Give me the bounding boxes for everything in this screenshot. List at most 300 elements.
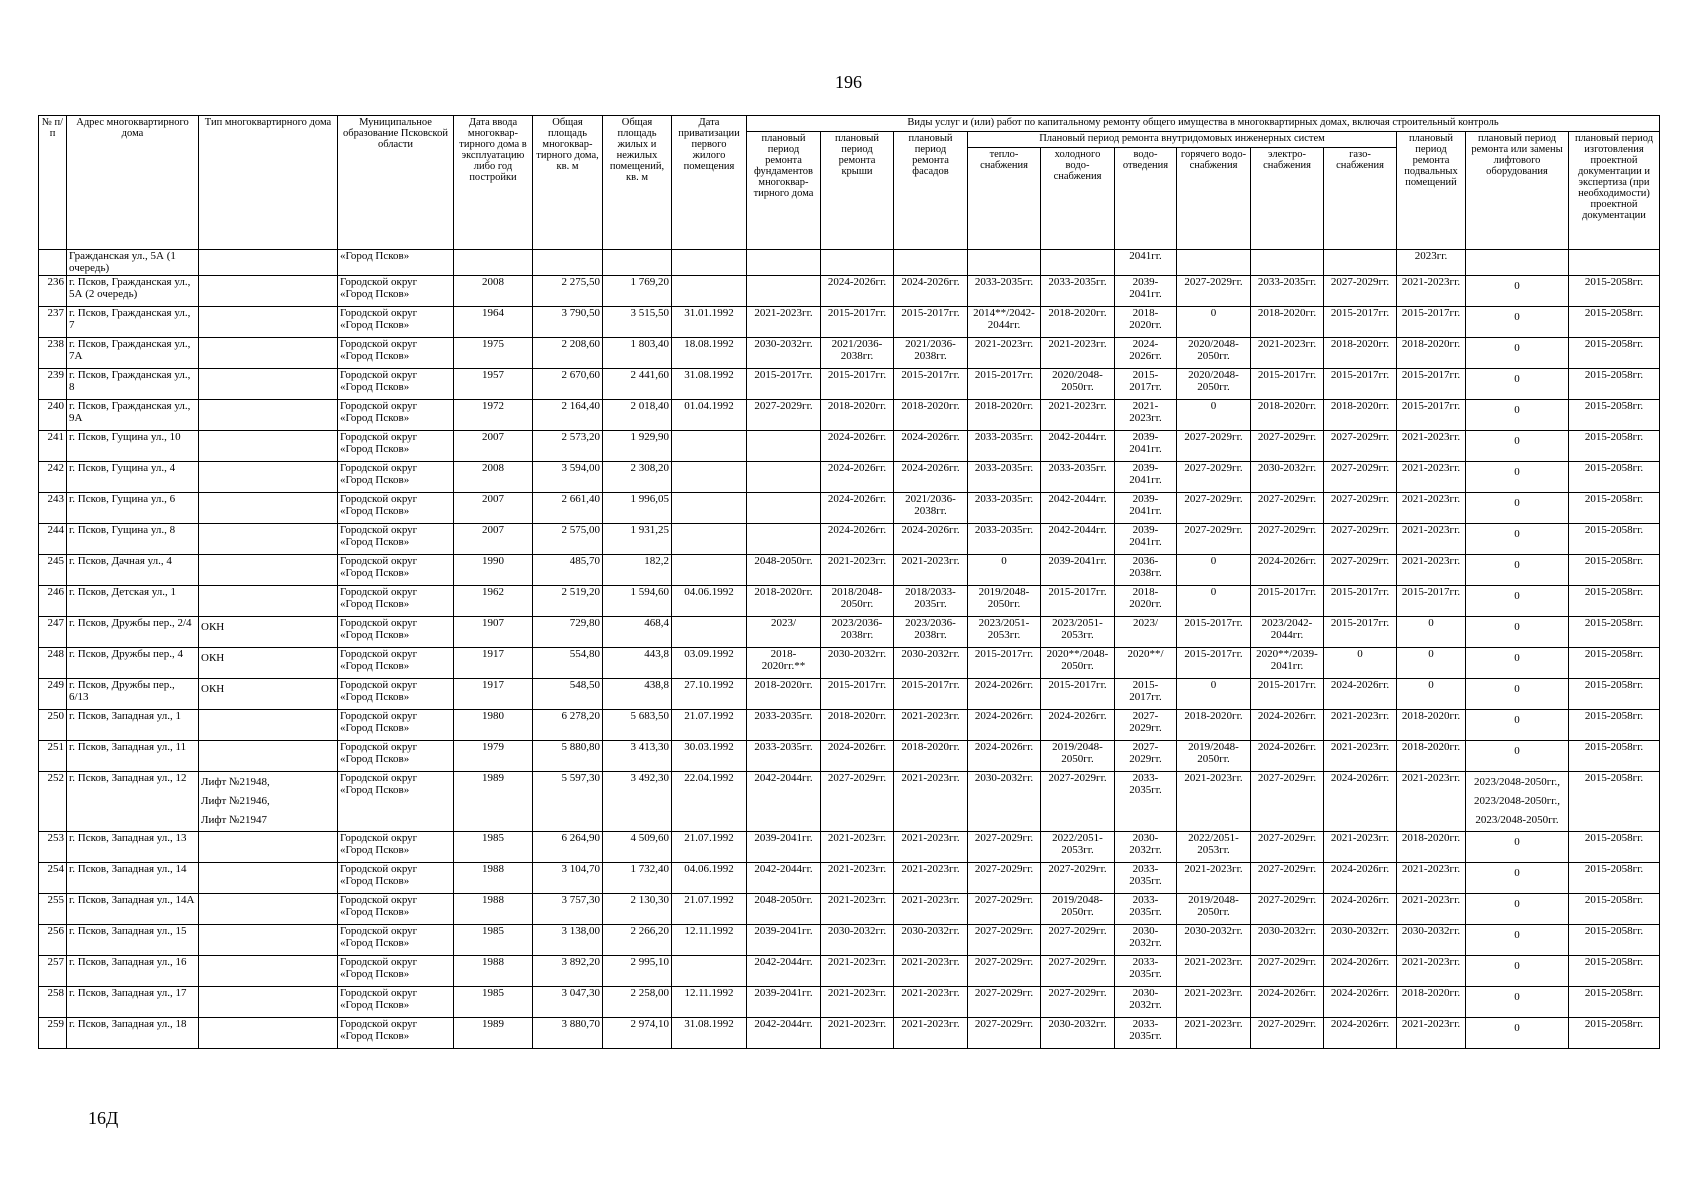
cell-privatization-date — [672, 276, 747, 307]
cell-elevator-period — [1466, 431, 1569, 462]
cell-heat-period: 2033-2035гг. — [968, 462, 1041, 493]
cell-basement-period: 2018-2020гг. — [1397, 338, 1466, 369]
cell-commission-year: 1975 — [454, 338, 533, 369]
cell-address: г. Псков, Гражданская ул., 5А (2 очередь) — [67, 276, 199, 307]
cell-total-area: 2 164,40 — [533, 400, 603, 431]
cell-living-area: 1 931,25 — [603, 524, 672, 555]
cell-row-number: 257 — [39, 956, 67, 987]
header-cold-water: холодного водо-снабжения — [1041, 148, 1115, 250]
cell-basement-period: 2021-2023гг. — [1397, 493, 1466, 524]
cell-foundation-period: 2033-2035гг. — [747, 710, 821, 741]
cell-design-period: 2015-2058гг. — [1569, 648, 1660, 679]
cell-hot-water-period: 2030-2032гг. — [1177, 925, 1251, 956]
cell-total-area: 3 880,70 — [533, 1018, 603, 1049]
cell-heat-period: 2024-2026гг. — [968, 741, 1041, 772]
cell-design-period: 2015-2058гг. — [1569, 555, 1660, 586]
cell-house-type — [199, 369, 338, 400]
cell-living-area: 438,8 — [603, 679, 672, 710]
cell-basement-period: 0 — [1397, 679, 1466, 710]
cell-privatization-date: 21.07.1992 — [672, 832, 747, 863]
cell-foundation-period — [747, 431, 821, 462]
cell-drainage-period: 2033-2035гг. — [1115, 772, 1177, 832]
cell-basement-period: 2021-2023гг. — [1397, 772, 1466, 832]
cell-municipality: Городской округ «Город Псков» — [338, 863, 454, 894]
cell-drainage-period: 2033-2035гг. — [1115, 956, 1177, 987]
cell-design-period: 2015-2058гг. — [1569, 710, 1660, 741]
cell-roof-period: 2024-2026гг. — [821, 462, 894, 493]
cell-living-area: 1 803,40 — [603, 338, 672, 369]
cell-row-number: 249 — [39, 679, 67, 710]
cell-total-area: 2 208,60 — [533, 338, 603, 369]
table-row — [39, 524, 1660, 555]
cell-electric-period: 2018-2020гг. — [1251, 307, 1324, 338]
cell-roof-period: 2021-2023гг. — [821, 832, 894, 863]
cell-elevator-period — [1466, 772, 1569, 832]
cell-address: г. Псков, Западная ул., 16 — [67, 956, 199, 987]
cell-heat-period: 2027-2029гг. — [968, 1018, 1041, 1049]
cell-hot-water-period: 2021-2023гг. — [1177, 772, 1251, 832]
cell-hot-water-period: 2027-2029гг. — [1177, 524, 1251, 555]
cell-living-area: 2 995,10 — [603, 956, 672, 987]
cell-hot-water-period: 2019/2048-2050гг. — [1177, 741, 1251, 772]
cell-house-type — [199, 524, 338, 555]
cell-roof-period: 2015-2017гг. — [821, 307, 894, 338]
cell-design-period: 2015-2058гг. — [1569, 493, 1660, 524]
cell-foundation-period: 2015-2017гг. — [747, 369, 821, 400]
cell-heat-period: 2033-2035гг. — [968, 524, 1041, 555]
cell-hot-water-period: 2021-2023гг. — [1177, 863, 1251, 894]
table-row — [39, 400, 1660, 431]
cell-total-area: 6 264,90 — [533, 832, 603, 863]
cell-elevator-period — [1466, 555, 1569, 586]
cell-basement-period: 2023гг. — [1397, 250, 1466, 276]
footer-code: 16Д — [88, 1108, 119, 1128]
table-row — [39, 925, 1660, 956]
cell-drainage-period: 2027-2029гг. — [1115, 710, 1177, 741]
cell-privatization-date: 12.11.1992 — [672, 925, 747, 956]
cell-living-area: 2 308,20 — [603, 462, 672, 493]
cell-house-type — [199, 462, 338, 493]
cell-foundation-period — [747, 493, 821, 524]
cell-line: 0 — [1514, 435, 1520, 448]
cell-row-number: 246 — [39, 586, 67, 617]
cell-gas-period: 2027-2029гг. — [1324, 555, 1397, 586]
cell-row-number: 238 — [39, 338, 67, 369]
cell-total-area: 2 661,40 — [533, 493, 603, 524]
cell-commission-year — [454, 250, 533, 276]
cell-foundation-period: 2023/ — [747, 617, 821, 648]
cell-line: 0 — [1514, 652, 1520, 665]
cell-facade-period: 2021-2023гг. — [894, 555, 968, 586]
cell-total-area: 2 573,20 — [533, 431, 603, 462]
cell-address: г. Псков, Гражданская ул., 8 — [67, 369, 199, 400]
cell-basement-period: 2018-2020гг. — [1397, 832, 1466, 863]
cell-elevator-period — [1466, 250, 1569, 276]
cell-house-type — [199, 338, 338, 369]
cell-row-number: 239 — [39, 369, 67, 400]
cell-privatization-date: 21.07.1992 — [672, 894, 747, 925]
cell-elevator-period — [1466, 710, 1569, 741]
cell-facade-period: 2024-2026гг. — [894, 431, 968, 462]
cell-cold-water-period: 2024-2026гг. — [1041, 710, 1115, 741]
cell-privatization-date: 01.04.1992 — [672, 400, 747, 431]
cell-commission-year: 1917 — [454, 679, 533, 710]
cell-living-area: 3 492,30 — [603, 772, 672, 832]
cell-basement-period: 2018-2020гг. — [1397, 710, 1466, 741]
header-systems-group: Плановый период ремонта внутридомовых инженерных систем — [968, 132, 1397, 148]
cell-total-area: 3 104,70 — [533, 863, 603, 894]
cell-cold-water-period: 2027-2029гг. — [1041, 925, 1115, 956]
cell-gas-period: 2024-2026гг. — [1324, 987, 1397, 1018]
cell-line: 0 — [1514, 373, 1520, 386]
cell-design-period: 2015-2058гг. — [1569, 741, 1660, 772]
cell-line: Лифт №21948, — [201, 776, 270, 789]
cell-living-area: 3 413,30 — [603, 741, 672, 772]
cell-roof-period: 2018-2020гг. — [821, 400, 894, 431]
cell-line: 0 — [1514, 929, 1520, 942]
header-gas: газо-снабжения — [1324, 148, 1397, 250]
cell-address: г. Псков, Западная ул., 18 — [67, 1018, 199, 1049]
cell-privatization-date: 31.08.1992 — [672, 1018, 747, 1049]
cell-facade-period: 2021-2023гг. — [894, 956, 968, 987]
cell-total-area: 3 138,00 — [533, 925, 603, 956]
cell-privatization-date: 27.10.1992 — [672, 679, 747, 710]
cell-municipality: Городской округ «Город Псков» — [338, 894, 454, 925]
cell-design-period: 2015-2058гг. — [1569, 524, 1660, 555]
cell-drainage-period: 2027-2029гг. — [1115, 741, 1177, 772]
cell-row-number — [39, 250, 67, 276]
cell-basement-period: 2021-2023гг. — [1397, 956, 1466, 987]
cell-facade-period: 2021-2023гг. — [894, 987, 968, 1018]
cell-total-area — [533, 250, 603, 276]
cell-municipality: Городской округ «Город Псков» — [338, 369, 454, 400]
cell-line: 0 — [1514, 311, 1520, 324]
cell-cold-water-period: 2042-2044гг. — [1041, 493, 1115, 524]
cell-cold-water-period: 2020**/2048-2050гг. — [1041, 648, 1115, 679]
cell-roof-period: 2015-2017гг. — [821, 369, 894, 400]
cell-gas-period: 2021-2023гг. — [1324, 832, 1397, 863]
header-design: плановый период изготовления проектной документации и экспертиза (при необходимости) проектной документации — [1569, 132, 1660, 250]
cell-total-area: 3 047,30 — [533, 987, 603, 1018]
cell-roof-period: 2021/2036-2038гг. — [821, 338, 894, 369]
cell-privatization-date — [672, 555, 747, 586]
cell-privatization-date: 31.08.1992 — [672, 369, 747, 400]
cell-line: 0 — [1514, 559, 1520, 572]
cell-elevator-period — [1466, 493, 1569, 524]
cell-design-period — [1569, 250, 1660, 276]
cell-municipality: «Город Псков» — [338, 250, 454, 276]
cell-commission-year: 1980 — [454, 710, 533, 741]
cell-house-type — [199, 586, 338, 617]
cell-line: 0 — [1514, 683, 1520, 696]
cell-gas-period: 2015-2017гг. — [1324, 617, 1397, 648]
cell-facade-period: 2015-2017гг. — [894, 679, 968, 710]
cell-commission-year: 1989 — [454, 1018, 533, 1049]
cell-design-period: 2015-2058гг. — [1569, 987, 1660, 1018]
cell-gas-period: 2027-2029гг. — [1324, 493, 1397, 524]
cell-foundation-period: 2048-2050гг. — [747, 555, 821, 586]
cell-municipality: Городской округ «Город Псков» — [338, 555, 454, 586]
cell-heat-period: 2027-2029гг. — [968, 832, 1041, 863]
cell-drainage-period: 2039-2041гг. — [1115, 462, 1177, 493]
cell-facade-period: 2018/2033-2035гг. — [894, 586, 968, 617]
cell-cold-water-period: 2019/2048-2050гг. — [1041, 741, 1115, 772]
header-privatization-date: Дата приватизации первого жилого помещения — [672, 116, 747, 250]
cell-foundation-period: 2018-2020гг.** — [747, 648, 821, 679]
cell-hot-water-period: 2027-2029гг. — [1177, 462, 1251, 493]
cell-cold-water-period: 2042-2044гг. — [1041, 524, 1115, 555]
cell-municipality: Городской округ «Город Псков» — [338, 832, 454, 863]
table-row — [39, 679, 1660, 710]
cell-electric-period: 2024-2026гг. — [1251, 741, 1324, 772]
cell-total-area: 3 790,50 — [533, 307, 603, 338]
cell-municipality: Городской округ «Город Псков» — [338, 741, 454, 772]
cell-municipality: Городской округ «Город Псков» — [338, 586, 454, 617]
cell-row-number: 245 — [39, 555, 67, 586]
cell-living-area: 5 683,50 — [603, 710, 672, 741]
cell-design-period: 2015-2058гг. — [1569, 1018, 1660, 1049]
cell-foundation-period: 2018-2020гг. — [747, 586, 821, 617]
cell-foundation-period — [747, 250, 821, 276]
cell-municipality: Городской округ «Город Псков» — [338, 679, 454, 710]
cell-address: г. Псков, Западная ул., 13 — [67, 832, 199, 863]
cell-commission-year: 1988 — [454, 894, 533, 925]
cell-heat-period: 2033-2035гг. — [968, 493, 1041, 524]
cell-house-type — [199, 648, 338, 679]
cell-row-number: 237 — [39, 307, 67, 338]
cell-drainage-period: 2018-2020гг. — [1115, 586, 1177, 617]
cell-municipality: Городской округ «Город Псков» — [338, 493, 454, 524]
cell-privatization-date: 18.08.1992 — [672, 338, 747, 369]
cell-municipality: Городской округ «Город Псков» — [338, 710, 454, 741]
cell-foundation-period — [747, 276, 821, 307]
cell-roof-period: 2024-2026гг. — [821, 524, 894, 555]
cell-roof-period: 2024-2026гг. — [821, 431, 894, 462]
cell-basement-period: 2021-2023гг. — [1397, 524, 1466, 555]
cell-basement-period: 2030-2032гг. — [1397, 925, 1466, 956]
cell-line: 0 — [1514, 528, 1520, 541]
cell-line: 0 — [1514, 1022, 1520, 1035]
cell-line: 2023/2048-2050гг. — [1475, 814, 1559, 827]
cell-facade-period: 2023/2036-2038гг. — [894, 617, 968, 648]
cell-living-area: 182,2 — [603, 555, 672, 586]
cell-heat-period: 2024-2026гг. — [968, 679, 1041, 710]
cell-heat-period: 2027-2029гг. — [968, 925, 1041, 956]
cell-commission-year: 1957 — [454, 369, 533, 400]
cell-privatization-date — [672, 462, 747, 493]
capital-repair-table — [38, 115, 1660, 1049]
cell-line: 0 — [1514, 836, 1520, 849]
cell-line: Лифт №21947 — [201, 814, 268, 827]
cell-line: 0 — [1514, 745, 1520, 758]
cell-house-type — [199, 400, 338, 431]
cell-facade-period: 2030-2032гг. — [894, 925, 968, 956]
cell-municipality: Городской округ «Город Псков» — [338, 648, 454, 679]
cell-elevator-period — [1466, 648, 1569, 679]
table-row — [39, 431, 1660, 462]
cell-heat-period: 2027-2029гг. — [968, 894, 1041, 925]
cell-roof-period: 2024-2026гг. — [821, 276, 894, 307]
cell-electric-period: 2018-2020гг. — [1251, 400, 1324, 431]
cell-roof-period: 2021-2023гг. — [821, 956, 894, 987]
cell-drainage-period: 2021-2023гг. — [1115, 400, 1177, 431]
cell-municipality: Городской округ «Город Псков» — [338, 925, 454, 956]
cell-basement-period: 2021-2023гг. — [1397, 894, 1466, 925]
cell-facade-period: 2024-2026гг. — [894, 276, 968, 307]
cell-privatization-date — [672, 431, 747, 462]
cell-hot-water-period: 2022/2051-2053гг. — [1177, 832, 1251, 863]
cell-house-type — [199, 741, 338, 772]
header-elevator: плановый период ремонта или замены лифтового оборудования — [1466, 132, 1569, 250]
cell-house-type — [199, 956, 338, 987]
cell-address: г. Псков, Дружбы пер., 6/13 — [67, 679, 199, 710]
cell-commission-year: 1917 — [454, 648, 533, 679]
cell-total-area: 3 892,20 — [533, 956, 603, 987]
cell-cold-water-period: 2023/2051-2053гг. — [1041, 617, 1115, 648]
cell-privatization-date: 12.11.1992 — [672, 987, 747, 1018]
table-row — [39, 741, 1660, 772]
cell-address: г. Псков, Гражданская ул., 7А — [67, 338, 199, 369]
cell-address: г. Псков, Гущина ул., 6 — [67, 493, 199, 524]
table-row — [39, 1018, 1660, 1049]
cell-total-area: 2 519,20 — [533, 586, 603, 617]
table-header — [39, 116, 1660, 250]
cell-drainage-period: 2039-2041гг. — [1115, 431, 1177, 462]
cell-municipality: Городской округ «Город Псков» — [338, 524, 454, 555]
cell-heat-period: 2030-2032гг. — [968, 772, 1041, 832]
cell-total-area: 5 597,30 — [533, 772, 603, 832]
cell-hot-water-period: 2027-2029гг. — [1177, 493, 1251, 524]
cell-design-period: 2015-2058гг. — [1569, 369, 1660, 400]
cell-line: 0 — [1514, 590, 1520, 603]
cell-heat-period: 2018-2020гг. — [968, 400, 1041, 431]
table-row — [39, 369, 1660, 400]
cell-living-area: 468,4 — [603, 617, 672, 648]
cell-municipality: Городской округ «Город Псков» — [338, 400, 454, 431]
cell-hot-water-period: 2021-2023гг. — [1177, 1018, 1251, 1049]
cell-foundation-period: 2042-2044гг. — [747, 772, 821, 832]
cell-facade-period: 2018-2020гг. — [894, 400, 968, 431]
cell-facade-period: 2024-2026гг. — [894, 524, 968, 555]
cell-line: 0 — [1514, 404, 1520, 417]
cell-cold-water-period: 2033-2035гг. — [1041, 276, 1115, 307]
cell-total-area: 554,80 — [533, 648, 603, 679]
cell-basement-period: 2015-2017гг. — [1397, 369, 1466, 400]
cell-house-type — [199, 250, 338, 276]
cell-privatization-date: 31.01.1992 — [672, 307, 747, 338]
cell-drainage-period: 2024-2026гг. — [1115, 338, 1177, 369]
cell-electric-period: 2033-2035гг. — [1251, 276, 1324, 307]
cell-address: г. Псков, Западная ул., 1 — [67, 710, 199, 741]
table-body — [39, 250, 1660, 1049]
cell-total-area: 3 757,30 — [533, 894, 603, 925]
cell-privatization-date: 21.07.1992 — [672, 710, 747, 741]
cell-elevator-period — [1466, 832, 1569, 863]
cell-facade-period: 2024-2026гг. — [894, 462, 968, 493]
cell-basement-period: 2015-2017гг. — [1397, 307, 1466, 338]
cell-living-area: 1 769,20 — [603, 276, 672, 307]
cell-hot-water-period: 2020/2048-2050гг. — [1177, 369, 1251, 400]
cell-drainage-period: 2023/ — [1115, 617, 1177, 648]
cell-hot-water-period: 0 — [1177, 679, 1251, 710]
table-row — [39, 338, 1660, 369]
cell-foundation-period: 2033-2035гг. — [747, 741, 821, 772]
cell-living-area: 2 266,20 — [603, 925, 672, 956]
cell-hot-water-period: 2020/2048-2050гг. — [1177, 338, 1251, 369]
cell-municipality: Городской округ «Город Псков» — [338, 772, 454, 832]
cell-municipality: Городской округ «Город Псков» — [338, 431, 454, 462]
cell-heat-period: 2023/2051-2053гг. — [968, 617, 1041, 648]
cell-commission-year: 2008 — [454, 276, 533, 307]
cell-total-area: 729,80 — [533, 617, 603, 648]
cell-design-period: 2015-2058гг. — [1569, 276, 1660, 307]
cell-commission-year: 1964 — [454, 307, 533, 338]
header-num: № п/п — [39, 116, 67, 250]
cell-heat-period: 2015-2017гг. — [968, 648, 1041, 679]
cell-cold-water-period: 2030-2032гг. — [1041, 1018, 1115, 1049]
cell-facade-period: 2021/2036-2038гг. — [894, 493, 968, 524]
header-drainage: водо-отведения — [1115, 148, 1177, 250]
cell-gas-period: 2018-2020гг. — [1324, 338, 1397, 369]
cell-house-type — [199, 1018, 338, 1049]
cell-living-area: 443,8 — [603, 648, 672, 679]
table-row — [39, 276, 1660, 307]
cell-line: 0 — [1514, 280, 1520, 293]
cell-living-area: 1 732,40 — [603, 863, 672, 894]
cell-commission-year: 2007 — [454, 524, 533, 555]
cell-municipality: Городской округ «Город Псков» — [338, 462, 454, 493]
cell-total-area: 485,70 — [533, 555, 603, 586]
cell-total-area: 3 594,00 — [533, 462, 603, 493]
cell-row-number: 258 — [39, 987, 67, 1018]
cell-roof-period: 2021-2023гг. — [821, 987, 894, 1018]
cell-roof-period: 2021-2023гг. — [821, 863, 894, 894]
cell-drainage-period: 2039-2041гг. — [1115, 524, 1177, 555]
table-row — [39, 772, 1660, 832]
cell-row-number: 259 — [39, 1018, 67, 1049]
cell-gas-period: 2027-2029гг. — [1324, 431, 1397, 462]
cell-total-area: 2 575,00 — [533, 524, 603, 555]
cell-line: 2023/2048-2050гг., — [1473, 795, 1560, 808]
header-facade: плановый период ремонта фасадов — [894, 132, 968, 250]
cell-hot-water-period — [1177, 250, 1251, 276]
table-row — [39, 832, 1660, 863]
cell-house-type — [199, 710, 338, 741]
cell-design-period: 2015-2058гг. — [1569, 586, 1660, 617]
cell-facade-period: 2021-2023гг. — [894, 832, 968, 863]
cell-gas-period: 2027-2029гг. — [1324, 276, 1397, 307]
cell-cold-water-period: 2027-2029гг. — [1041, 956, 1115, 987]
cell-commission-year: 1985 — [454, 832, 533, 863]
cell-address: г. Псков, Западная ул., 11 — [67, 741, 199, 772]
cell-drainage-period: 2015-2017гг. — [1115, 679, 1177, 710]
cell-privatization-date: 22.04.1992 — [672, 772, 747, 832]
cell-privatization-date — [672, 524, 747, 555]
cell-facade-period: 2021-2023гг. — [894, 710, 968, 741]
table-row — [39, 894, 1660, 925]
cell-row-number: 254 — [39, 863, 67, 894]
cell-row-number: 251 — [39, 741, 67, 772]
cell-heat-period: 2033-2035гг. — [968, 431, 1041, 462]
cell-house-type — [199, 555, 338, 586]
cell-privatization-date: 04.06.1992 — [672, 586, 747, 617]
cell-drainage-period: 2020**/ — [1115, 648, 1177, 679]
cell-elevator-period — [1466, 925, 1569, 956]
cell-row-number: 255 — [39, 894, 67, 925]
cell-basement-period: 2018-2020гг. — [1397, 741, 1466, 772]
cell-facade-period: 2021-2023гг. — [894, 894, 968, 925]
header-commission-date: Дата ввода многоквар-тирного дома в эксплуатацию либо год постройки — [454, 116, 533, 250]
